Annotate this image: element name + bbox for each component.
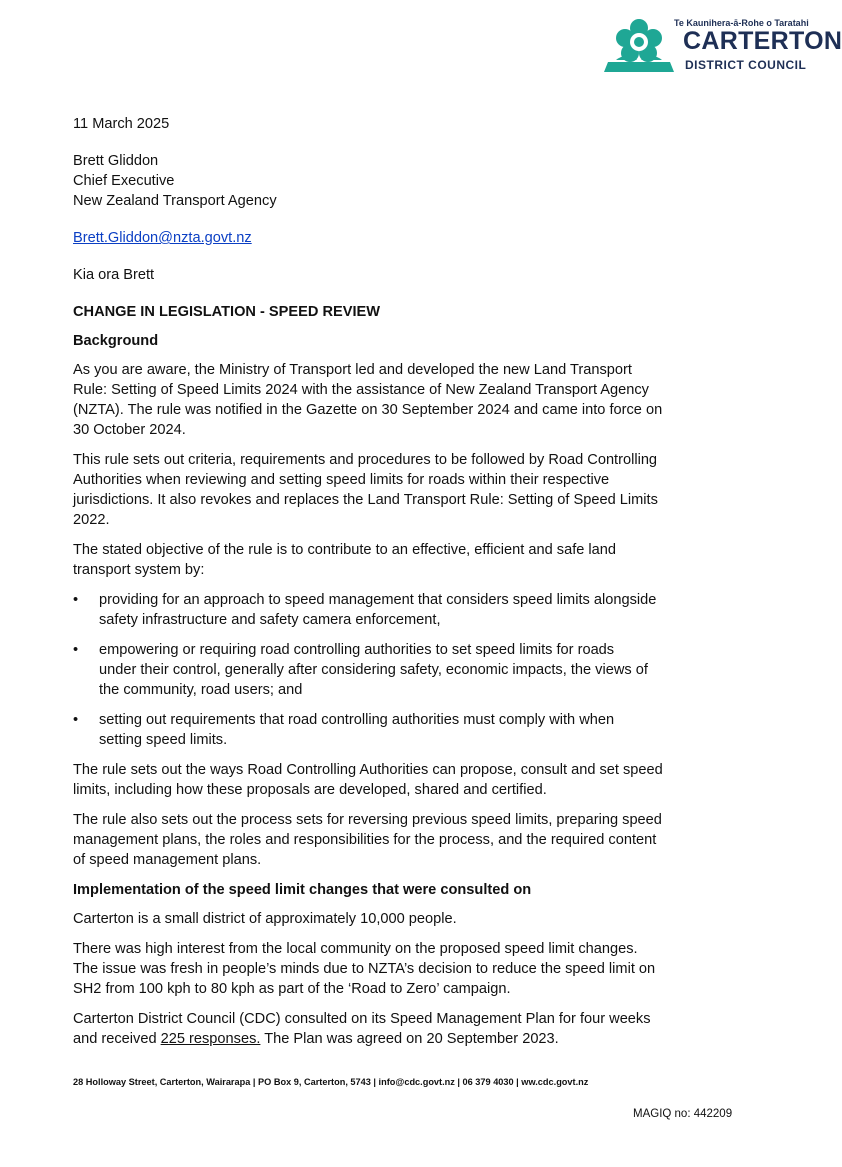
footer-address: 28 Holloway Street, Carterton, Wairarapa | PO Box 9, Carterton, 5743 | info@cdc.govt.nz | 06 379 4030 | ww.cdc.govt.nz bbox=[73, 1077, 589, 1087]
paragraph-objective bbox=[73, 540, 677, 580]
text-line: There was high interest from the local community on the proposed speed limit changes. bbox=[73, 941, 638, 957]
letter-body bbox=[73, 114, 677, 1059]
recipient-block bbox=[73, 151, 677, 211]
text-line: empowering or requiring road controlling authorities to set speed limits for roads bbox=[99, 642, 615, 658]
text-line: The rule also sets out the process sets for reversing previous speed limits, preparing speed bbox=[73, 812, 662, 828]
recipient-email-link[interactable]: Brett.Gliddon@nzta.govt.nz bbox=[73, 230, 252, 246]
council-logo bbox=[604, 14, 842, 74]
text-line: 30 October 2024. bbox=[73, 422, 186, 438]
text-line: setting speed limits. bbox=[99, 732, 228, 748]
list-item bbox=[73, 640, 677, 700]
text-line: setting out requirements that road controlling authorities must comply with when bbox=[99, 712, 615, 728]
text-line: Authorities when reviewing and setting speed limits for roads within their respective bbox=[73, 472, 610, 488]
text-line: Carterton is a small district of approximately 10,000 people. bbox=[73, 911, 457, 927]
responses-count: 225 responses. bbox=[160, 1031, 261, 1047]
text-line: management plans, the roles and responsibilities for the process, and the required content bbox=[73, 832, 657, 848]
text-line: transport system by: bbox=[73, 562, 205, 578]
text-line: As you are aware, the Ministry of Transport led and developed the new Land Transport bbox=[73, 362, 632, 378]
text-line: the community, road users; and bbox=[99, 682, 303, 698]
text-line: safety infrastructure and safety camera enforcement, bbox=[99, 612, 441, 628]
bullet-icon: • bbox=[73, 592, 79, 608]
logo-subtitle: DISTRICT COUNCIL bbox=[685, 58, 807, 72]
implementation-heading: Implementation of the speed limit changes that were consulted on bbox=[73, 882, 532, 898]
text-line: This rule sets out criteria, requirements and procedures to be followed by Road Controlling bbox=[73, 452, 658, 468]
text-fragment: The Plan was agreed on 20 September 2023. bbox=[260, 1031, 559, 1047]
text-line: providing for an approach to speed management that considers speed limits alongside bbox=[99, 592, 657, 608]
letter-date: 11 March 2025 bbox=[73, 116, 170, 132]
paragraph-ways bbox=[73, 760, 677, 800]
recipient-organisation: New Zealand Transport Agency bbox=[73, 193, 277, 209]
text-line bbox=[73, 1029, 677, 1049]
text-line: SH2 from 100 kph to 80 kph as part of the ‘Road to Zero’ campaign. bbox=[73, 981, 511, 997]
text-fragment: and received bbox=[73, 1031, 161, 1047]
text-line: limits, including how these proposals are developed, shared and certified. bbox=[73, 782, 547, 798]
text-line: of speed management plans. bbox=[73, 852, 262, 868]
text-line: The issue was fresh in people’s minds due to NZTA’s decision to reduce the speed limit on bbox=[73, 961, 656, 977]
paragraph-intro bbox=[73, 360, 677, 440]
paragraph-process bbox=[73, 810, 677, 870]
text-line: The rule sets out the ways Road Controlling Authorities can propose, consult and set speed bbox=[73, 762, 663, 778]
objective-list bbox=[73, 590, 677, 750]
paragraph-district bbox=[73, 909, 677, 929]
bullet-icon: • bbox=[73, 712, 79, 728]
bullet-icon: • bbox=[73, 642, 79, 658]
text-line: jurisdictions. It also revokes and replaces the Land Transport Rule: Setting of Speed Limits bbox=[73, 492, 658, 508]
text-line: under their control, generally after considering safety, economic impacts, the views of bbox=[99, 662, 648, 678]
recipient-name: Brett Gliddon bbox=[73, 153, 159, 169]
text-line: (NZTA). The rule was notified in the Gazette on 30 September 2024 and came into force on bbox=[73, 402, 663, 418]
subject-heading: CHANGE IN LEGISLATION - SPEED REVIEW bbox=[73, 304, 381, 320]
paragraph-consultation bbox=[73, 1009, 677, 1049]
paragraph-interest bbox=[73, 939, 677, 999]
text-line: Rule: Setting of Speed Limits 2024 with the assistance of New Zealand Transport Agency bbox=[73, 382, 649, 398]
recipient-title: Chief Executive bbox=[73, 173, 175, 189]
text-line: Carterton District Council (CDC) consulted on its Speed Management Plan for four weeks bbox=[73, 1011, 651, 1027]
logo-name: CARTERTON bbox=[683, 27, 842, 55]
list-item bbox=[73, 710, 677, 750]
daffodil-emblem-icon bbox=[604, 16, 674, 74]
salutation: Kia ora Brett bbox=[73, 267, 155, 283]
text-line: The stated objective of the rule is to contribute to an effective, efficient and safe land bbox=[73, 542, 617, 558]
paragraph-criteria bbox=[73, 450, 677, 530]
document-reference: MAGIQ no: 442209 bbox=[633, 1108, 733, 1120]
list-item bbox=[73, 590, 677, 630]
background-heading: Background bbox=[73, 333, 159, 349]
logo-tagline: Te Kaunihera-ā-Rohe o Taratahi bbox=[674, 18, 809, 28]
text-line: 2022. bbox=[73, 512, 110, 528]
